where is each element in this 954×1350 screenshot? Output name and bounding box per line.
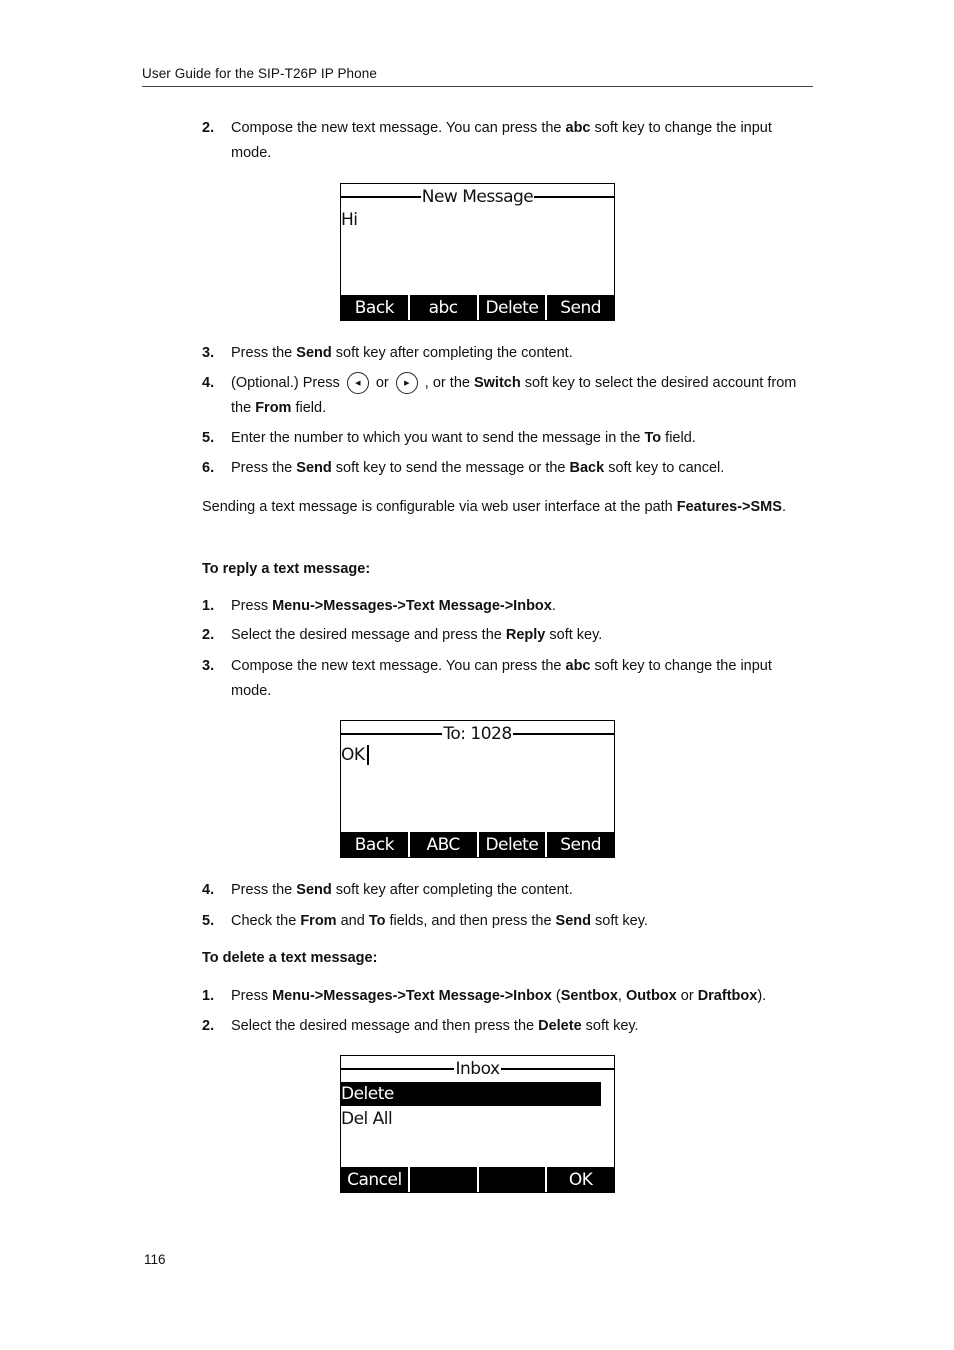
softkey-abc[interactable]: abc: [408, 295, 477, 320]
menu-path: Menu->Messages->Text Message->Inbox: [272, 598, 552, 614]
step-number: 5.: [202, 430, 215, 446]
lcd-reply-screen: [340, 720, 615, 858]
lcd-title-bar: [341, 1058, 614, 1080]
softkey-name: Send: [555, 913, 591, 929]
softkey-back[interactable]: Back: [354, 834, 395, 855]
message-text-line: [341, 745, 369, 765]
menu-path: Menu->Messages->Text Message->Inbox: [272, 988, 552, 1004]
title-rule: [341, 196, 421, 198]
softkey-name: Delete: [538, 1018, 582, 1034]
step-number: 6.: [202, 460, 215, 476]
softkey-empty[interactable]: [477, 1167, 546, 1192]
config-note: Sending a text message is configurable via web user interface at the path Features->SMS.: [202, 499, 786, 515]
title-rule: [513, 733, 614, 735]
softkey-name: abc: [565, 120, 591, 136]
section-heading-reply: To reply a text message:: [202, 561, 371, 577]
step-text: Select the desired message and then press the Delete soft key.: [231, 1018, 639, 1034]
softkey-ok[interactable]: OK: [545, 1167, 614, 1192]
softkey-cancel[interactable]: Cancel: [347, 1169, 402, 1190]
softkey-empty[interactable]: [408, 1167, 477, 1192]
step-reply-send-after: [202, 878, 814, 903]
field-name: From: [300, 913, 337, 929]
right-navigation-key-icon: ▶: [396, 372, 418, 394]
menu-item-delete[interactable]: Delete: [341, 1082, 601, 1106]
softkey-delete[interactable]: Delete: [477, 832, 546, 857]
lcd-title: Inbox: [455, 1059, 500, 1079]
title-rule: [501, 1068, 614, 1070]
lcd-title-bar: [341, 186, 614, 208]
softkey-abc[interactable]: ABC: [408, 832, 477, 857]
lcd-inbox-screen: [340, 1055, 615, 1193]
step-check-fields: [202, 909, 814, 934]
text-cursor: [367, 745, 369, 765]
folder-name: Sentbox: [560, 988, 618, 1004]
softkey-bar: [341, 295, 614, 320]
step-text: Select the desired message and press the Reply soft key.: [231, 627, 603, 643]
title-rule: [341, 1068, 454, 1070]
step-number: 3.: [202, 658, 215, 674]
web-path: Features->SMS: [676, 499, 782, 515]
softkey-send[interactable]: Send: [545, 295, 614, 320]
lcd-title: To: 1028: [443, 724, 512, 744]
step-text: Press the Send soft key to send the message or the Back soft key to cancel.: [231, 460, 725, 476]
step-text: Press Menu->Messages->Text Message->Inbox.: [231, 598, 556, 614]
step-delete-select: [202, 1014, 814, 1039]
softkey-name: Switch: [473, 375, 521, 391]
left-navigation-key-icon: ◀: [347, 372, 369, 394]
softkey-delete[interactable]: Delete: [477, 295, 546, 320]
step-number: 4.: [202, 882, 215, 898]
field-name: To: [644, 430, 662, 446]
step-text: Press Menu->Messages->Text Message->Inbox (Sentbox, Outbox or Draftbox).: [231, 988, 767, 1004]
lcd-new-message-screen: [340, 183, 615, 321]
softkey-back[interactable]: Back: [354, 297, 395, 318]
step-number: 1.: [202, 988, 215, 1004]
step-delete-menu: [202, 984, 814, 1009]
step-number: 5.: [202, 913, 215, 929]
step-reply-compose: [202, 654, 814, 704]
menu-item-del-all[interactable]: Del All: [341, 1109, 393, 1129]
folder-name: Draftbox: [697, 988, 758, 1004]
field-name: From: [255, 400, 292, 416]
step-text: (Optional.) Press ◀ or ▶ , or the Switch soft key to select the desired account from the From field.: [231, 371, 814, 421]
step-text: Press the Send soft key after completing the content.: [231, 345, 573, 361]
step-send-after: [202, 341, 814, 366]
step-text: Press the Send soft key after completing the content.: [231, 882, 573, 898]
step-text: Compose the new text message. You can press the abc soft key to change the input mode.: [231, 658, 772, 699]
step-number: 3.: [202, 345, 215, 361]
step-number: 2.: [202, 1018, 215, 1034]
step-number: 4.: [202, 375, 215, 391]
softkey-name: Back: [569, 460, 605, 476]
step-reply-select: [202, 623, 814, 648]
softkey-name: abc: [565, 658, 591, 674]
step-send-or-cancel: [202, 456, 814, 481]
step-enter-number: [202, 426, 814, 451]
step-reply-menu: [202, 594, 814, 619]
lcd-title: New Message: [421, 187, 534, 207]
title-rule: [341, 733, 442, 735]
section-heading-delete: To delete a text message:: [202, 950, 378, 966]
softkey-name: Send: [296, 345, 332, 361]
step-number: 2.: [202, 120, 215, 136]
field-name: To: [368, 913, 386, 929]
lcd-title-bar: [341, 723, 614, 745]
message-text: OK: [341, 745, 365, 765]
softkey-bar: [341, 832, 614, 857]
step-compose: [202, 116, 814, 166]
title-rule: [534, 196, 614, 198]
step-text: Enter the number to which you want to send the message in the To field.: [231, 430, 696, 446]
softkey-send[interactable]: Send: [545, 832, 614, 857]
page-number: 116: [144, 1252, 166, 1267]
running-header: User Guide for the SIP-T26P IP Phone: [142, 66, 813, 87]
step-text: Compose the new text message. You can press the abc soft key to change the input mode.: [231, 120, 772, 161]
softkey-name: Reply: [505, 627, 546, 643]
message-text: Hi: [341, 210, 358, 230]
softkey-name: Send: [296, 882, 332, 898]
step-optional-switch: [202, 371, 814, 421]
step-number: 2.: [202, 627, 215, 643]
folder-name: Outbox: [625, 988, 677, 1004]
softkey-name: Send: [296, 460, 332, 476]
softkey-bar: [341, 1167, 614, 1192]
step-text: Check the From and To fields, and then press the Send soft key.: [231, 913, 648, 929]
step-number: 1.: [202, 598, 215, 614]
